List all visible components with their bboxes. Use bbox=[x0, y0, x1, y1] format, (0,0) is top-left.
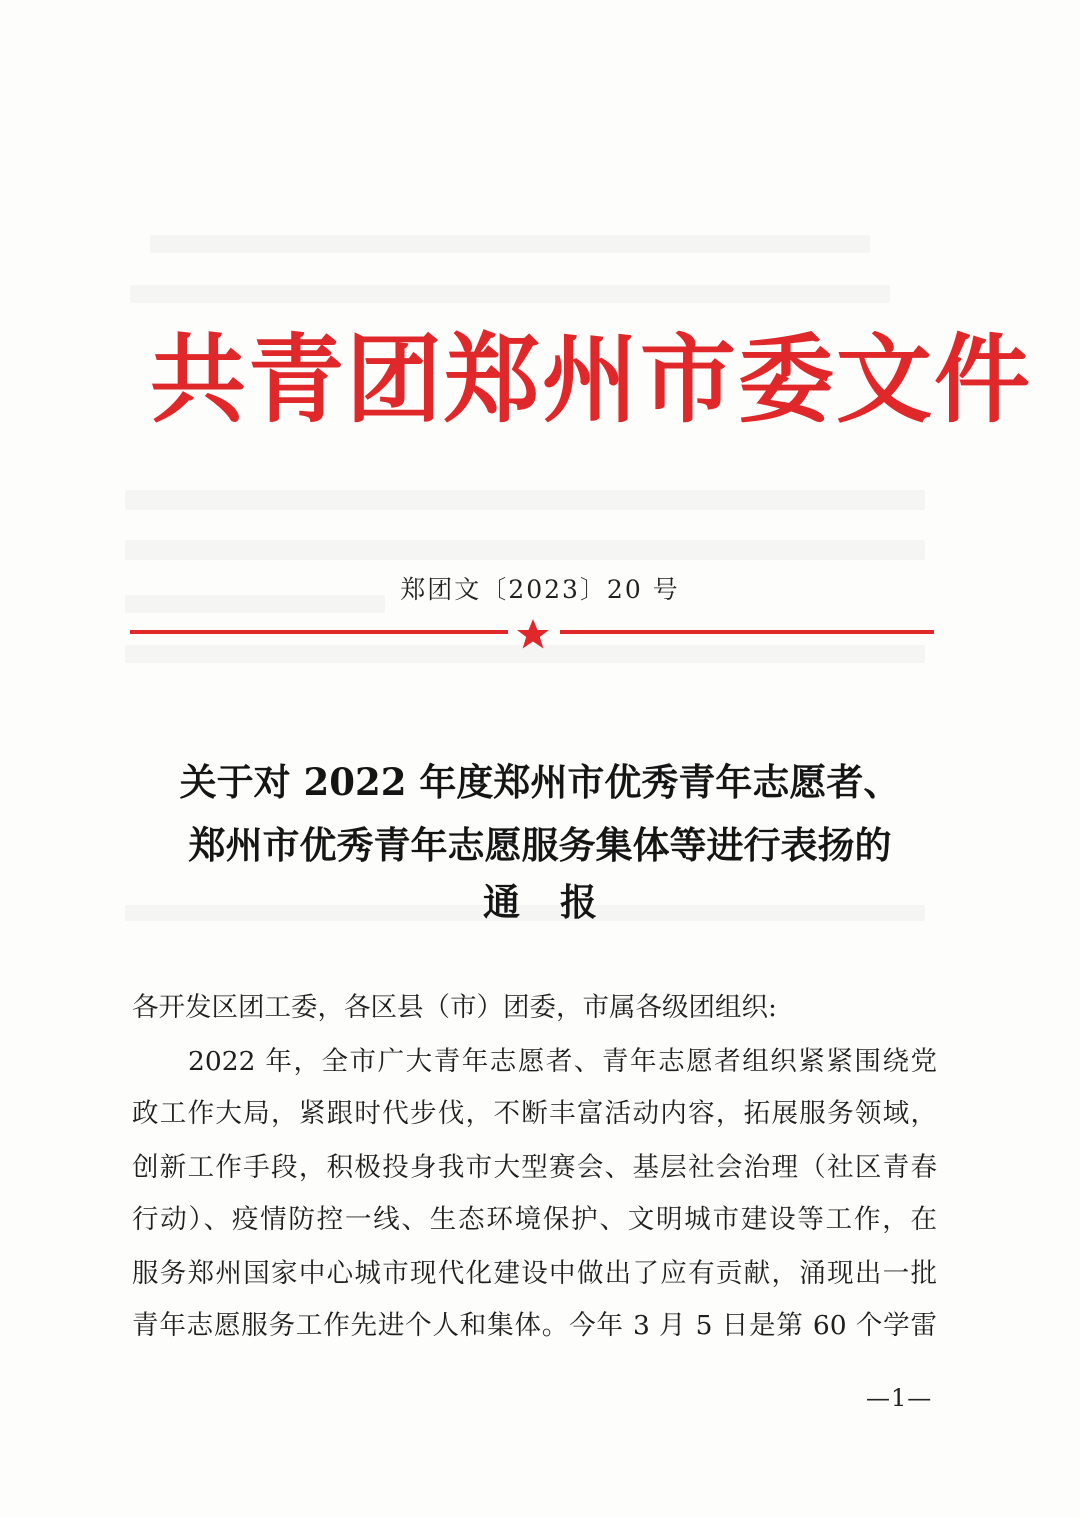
salutation: 各开发区团工委，各区县（市）团委，市属各级团组织: bbox=[132, 992, 777, 1023]
body-line: 服务郑州国家中心城市现代化建设中做出了应有贡献，涌现出一批 bbox=[132, 1258, 937, 1289]
red-star-icon bbox=[514, 618, 552, 650]
page-number: —1— bbox=[866, 1384, 933, 1412]
notice-title-line-2: 郑州市优秀青年志愿服务集体等进行表扬的 bbox=[188, 823, 892, 867]
scan-ghost bbox=[125, 540, 925, 560]
body-line: 2022 年，全市广大青年志愿者、青年志愿者组织紧紧围绕党 bbox=[188, 1046, 937, 1077]
masthead-title: 共青团郑州市委文件 bbox=[150, 323, 1032, 436]
notice-title-line-1: 关于对 2022 年度郑州市优秀青年志愿者、 bbox=[179, 760, 901, 804]
red-divider-left bbox=[130, 630, 508, 634]
scan-ghost bbox=[130, 285, 890, 303]
body-line: 行动）、疫情防控一线、生态环境保护、文明城市建设等工作，在 bbox=[132, 1204, 937, 1235]
notice-title-line-3: 通报 bbox=[483, 880, 637, 924]
body-line: 青年志愿服务工作先进个人和集体。今年 3 月 5 日是第 60 个学雷 bbox=[132, 1310, 937, 1341]
scan-ghost bbox=[150, 235, 870, 253]
body-line: 创新工作手段，积极投身我市大型赛会、基层社会治理（社区青春 bbox=[132, 1152, 937, 1183]
scan-ghost bbox=[125, 490, 925, 510]
red-divider-right bbox=[560, 630, 934, 634]
document-number: 郑团文〔2023〕20 号 bbox=[400, 575, 680, 604]
body-line: 政工作大局，紧跟时代步伐，不断丰富活动内容，拓展服务领域， bbox=[132, 1098, 937, 1129]
